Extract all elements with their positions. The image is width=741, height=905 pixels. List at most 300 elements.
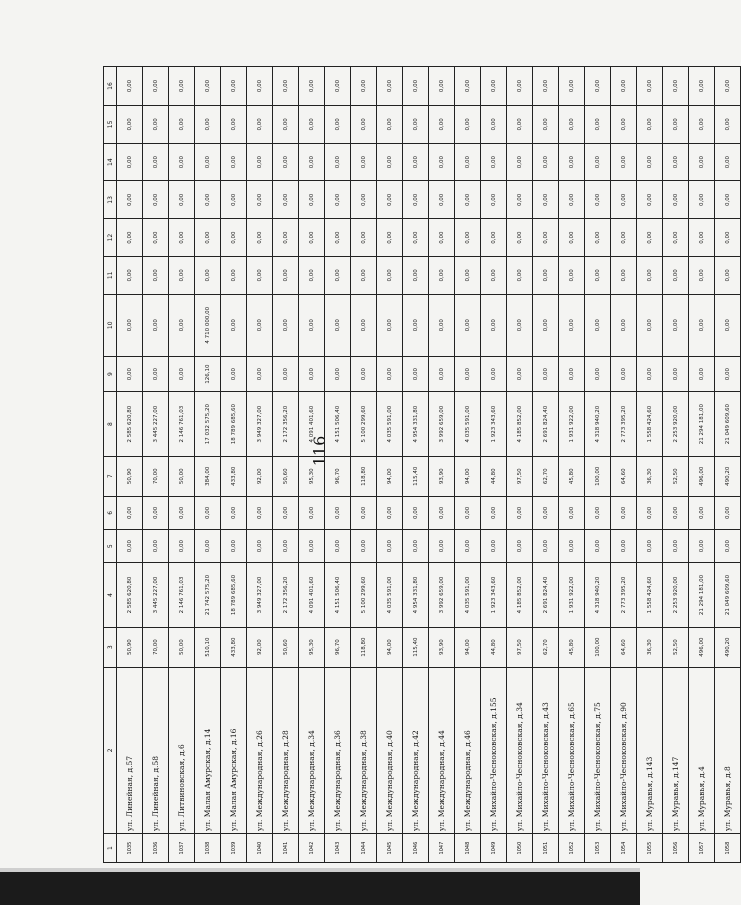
- value-cell: 0,00: [715, 219, 741, 257]
- value-cell: 97,50: [507, 456, 533, 496]
- value-cell: 0,00: [559, 143, 585, 181]
- value-cell: 0,00: [611, 181, 637, 219]
- value-cell: 0,00: [455, 294, 481, 356]
- value-cell: 0,00: [169, 106, 195, 144]
- value-cell: 0,00: [637, 294, 663, 356]
- value-cell: 0,00: [689, 496, 715, 529]
- value-cell: 0,00: [533, 219, 559, 257]
- value-cell: 1 558 424,60: [637, 563, 663, 627]
- value-cell: 4 151 506,40: [325, 563, 351, 627]
- value-cell: 95,30: [299, 456, 325, 496]
- table-row: [117, 67, 143, 863]
- value-cell: 0,00: [351, 219, 377, 257]
- value-cell: 4 035 591,00: [377, 563, 403, 627]
- value-cell: 0,00: [481, 106, 507, 144]
- value-cell: 0,00: [247, 106, 273, 144]
- value-cell: 0,00: [429, 530, 455, 563]
- value-cell: 0,00: [195, 496, 221, 529]
- row-number-cell: 1043: [325, 834, 351, 863]
- value-cell: 4 035 591,00: [377, 392, 403, 456]
- address-cell: ул. Международная, д.42: [403, 667, 429, 834]
- value-cell: 0,00: [273, 181, 299, 219]
- value-cell: 0,00: [715, 67, 741, 106]
- page-number: 116: [310, 435, 329, 467]
- row-number-cell: 1042: [299, 834, 325, 863]
- value-cell: 36,30: [637, 627, 663, 667]
- value-cell: 97,50: [507, 627, 533, 667]
- value-cell: 0,00: [481, 219, 507, 257]
- value-cell: 0,00: [533, 294, 559, 356]
- value-cell: 4 954 331,80: [403, 392, 429, 456]
- value-cell: 0,00: [429, 181, 455, 219]
- value-cell: 21 049 609,60: [715, 563, 741, 627]
- table-row: [611, 67, 637, 863]
- table-row: [429, 67, 455, 863]
- value-cell: 0,00: [247, 256, 273, 294]
- value-cell: 0,00: [195, 256, 221, 294]
- value-cell: 384,00: [195, 456, 221, 496]
- value-cell: 18 789 685,60: [221, 563, 247, 627]
- value-cell: 0,00: [377, 143, 403, 181]
- value-cell: 0,00: [481, 181, 507, 219]
- row-number-cell: 1055: [637, 834, 663, 863]
- value-cell: 0,00: [663, 256, 689, 294]
- value-cell: 0,00: [247, 294, 273, 356]
- value-cell: 0,00: [299, 219, 325, 257]
- value-cell: 0,00: [533, 530, 559, 563]
- value-cell: 0,00: [273, 530, 299, 563]
- address-cell: ул. Международная, д.26: [247, 667, 273, 834]
- value-cell: 0,00: [377, 530, 403, 563]
- value-cell: 0,00: [533, 143, 559, 181]
- value-cell: 0,00: [403, 219, 429, 257]
- value-cell: 0,00: [481, 530, 507, 563]
- value-cell: 0,00: [689, 67, 715, 106]
- value-cell: 0,00: [455, 219, 481, 257]
- value-cell: 0,00: [559, 356, 585, 392]
- value-cell: 1 931 922,00: [559, 392, 585, 456]
- value-cell: 21 742 575,20: [195, 563, 221, 627]
- address-cell: ул. Линейная, д.58: [143, 667, 169, 834]
- value-cell: 0,00: [403, 181, 429, 219]
- row-number-cell: 1038: [195, 834, 221, 863]
- value-cell: 433,80: [221, 627, 247, 667]
- value-cell: 0,00: [377, 67, 403, 106]
- value-cell: 0,00: [273, 496, 299, 529]
- row-number-cell: 1039: [221, 834, 247, 863]
- value-cell: 0,00: [559, 181, 585, 219]
- value-cell: 115,40: [403, 456, 429, 496]
- value-cell: 0,00: [143, 181, 169, 219]
- value-cell: 0,00: [585, 256, 611, 294]
- value-cell: 1 923 343,60: [481, 392, 507, 456]
- value-cell: 0,00: [325, 67, 351, 106]
- value-cell: 95,30: [299, 627, 325, 667]
- value-cell: 0,00: [143, 294, 169, 356]
- table-row: [715, 67, 741, 863]
- value-cell: 0,00: [689, 143, 715, 181]
- value-cell: 4 710 000,00: [195, 294, 221, 356]
- value-cell: 3 992 659,00: [429, 563, 455, 627]
- address-cell: ул. Михайло-Чесноковская, д.75: [585, 667, 611, 834]
- value-cell: 0,00: [247, 219, 273, 257]
- value-cell: 0,00: [715, 496, 741, 529]
- value-cell: 0,00: [715, 143, 741, 181]
- value-cell: 0,00: [117, 356, 143, 392]
- address-cell: ул. Муравья, д.143: [637, 667, 663, 834]
- value-cell: 0,00: [221, 67, 247, 106]
- value-cell: 21 049 609,60: [715, 392, 741, 456]
- row-number-cell: 1054: [611, 834, 637, 863]
- address-cell: ул. Михайло-Чесноковская, д.34: [507, 667, 533, 834]
- value-cell: 496,00: [689, 456, 715, 496]
- value-cell: 0,00: [169, 219, 195, 257]
- value-cell: 0,00: [455, 181, 481, 219]
- value-cell: 0,00: [429, 67, 455, 106]
- column-header: 9: [104, 356, 117, 392]
- value-cell: 0,00: [325, 530, 351, 563]
- row-number-cell: 1056: [663, 834, 689, 863]
- value-cell: 0,00: [507, 106, 533, 144]
- value-cell: 0,00: [715, 530, 741, 563]
- address-cell: ул. Муравья, д.8: [715, 667, 741, 834]
- value-cell: 45,80: [559, 627, 585, 667]
- value-cell: 2 691 824,40: [533, 392, 559, 456]
- value-cell: 0,00: [117, 106, 143, 144]
- value-cell: 1 558 424,60: [637, 392, 663, 456]
- row-number-cell: 1048: [455, 834, 481, 863]
- value-cell: 0,00: [507, 219, 533, 257]
- value-cell: 0,00: [585, 219, 611, 257]
- value-cell: 0,00: [507, 530, 533, 563]
- rotated-table-container: [103, 66, 732, 863]
- value-cell: 0,00: [143, 219, 169, 257]
- column-header: 14: [104, 143, 117, 181]
- value-cell: 0,00: [169, 356, 195, 392]
- value-cell: 118,80: [351, 456, 377, 496]
- value-cell: 50,00: [169, 627, 195, 667]
- value-cell: 0,00: [247, 143, 273, 181]
- value-cell: 4 151 506,40: [325, 392, 351, 456]
- value-cell: 0,00: [325, 219, 351, 257]
- value-cell: 0,00: [143, 143, 169, 181]
- value-cell: 0,00: [247, 496, 273, 529]
- value-cell: 0,00: [221, 496, 247, 529]
- value-cell: 62,70: [533, 627, 559, 667]
- value-cell: 2 773 395,20: [611, 392, 637, 456]
- value-cell: 490,20: [715, 627, 741, 667]
- column-header: 7: [104, 456, 117, 496]
- value-cell: 0,00: [455, 143, 481, 181]
- address-cell: ул. Муравья, д.147: [663, 667, 689, 834]
- table-body: [117, 67, 741, 863]
- row-number-cell: 1053: [585, 834, 611, 863]
- value-cell: 0,00: [117, 143, 143, 181]
- value-cell: 0,00: [351, 143, 377, 181]
- row-number-cell: 1036: [143, 834, 169, 863]
- value-cell: 94,00: [377, 456, 403, 496]
- value-cell: 0,00: [507, 294, 533, 356]
- value-cell: 2 146 761,03: [169, 392, 195, 456]
- value-cell: 50,60: [273, 627, 299, 667]
- value-cell: 0,00: [663, 530, 689, 563]
- column-header: 2: [104, 667, 117, 834]
- table-row: [169, 67, 195, 863]
- value-cell: 94,00: [377, 627, 403, 667]
- address-cell: ул. Михайло-Чесноковская, д.90: [611, 667, 637, 834]
- value-cell: 3 949 327,00: [247, 392, 273, 456]
- value-cell: 0,00: [637, 219, 663, 257]
- value-cell: 0,00: [689, 181, 715, 219]
- value-cell: 0,00: [325, 294, 351, 356]
- value-cell: 0,00: [507, 143, 533, 181]
- value-cell: 0,00: [221, 294, 247, 356]
- value-cell: 64,60: [611, 456, 637, 496]
- row-number-cell: 1041: [273, 834, 299, 863]
- value-cell: 4 954 331,80: [403, 563, 429, 627]
- value-cell: 0,00: [247, 181, 273, 219]
- value-cell: 0,00: [429, 106, 455, 144]
- value-cell: 0,00: [611, 294, 637, 356]
- value-cell: 2 253 920,00: [663, 563, 689, 627]
- value-cell: 0,00: [611, 67, 637, 106]
- value-cell: 496,00: [689, 627, 715, 667]
- value-cell: 0,00: [299, 181, 325, 219]
- row-number-cell: 1058: [715, 834, 741, 863]
- column-header: 11: [104, 256, 117, 294]
- value-cell: 3 992 659,00: [429, 392, 455, 456]
- value-cell: 490,20: [715, 456, 741, 496]
- value-cell: 0,00: [637, 530, 663, 563]
- value-cell: 0,00: [273, 143, 299, 181]
- value-cell: 0,00: [377, 256, 403, 294]
- value-cell: 0,00: [299, 67, 325, 106]
- value-cell: 0,00: [559, 67, 585, 106]
- value-cell: 0,00: [221, 219, 247, 257]
- value-cell: 0,00: [533, 67, 559, 106]
- value-cell: 0,00: [689, 256, 715, 294]
- value-cell: 2 172 356,20: [273, 563, 299, 627]
- value-cell: 0,00: [325, 143, 351, 181]
- value-cell: 0,00: [117, 181, 143, 219]
- value-cell: 0,00: [117, 67, 143, 106]
- value-cell: 0,00: [663, 143, 689, 181]
- value-cell: 0,00: [247, 356, 273, 392]
- value-cell: 0,00: [299, 106, 325, 144]
- column-header: 3: [104, 627, 117, 667]
- value-cell: 45,80: [559, 456, 585, 496]
- row-number-cell: 1051: [533, 834, 559, 863]
- value-cell: 94,00: [455, 456, 481, 496]
- value-cell: 0,00: [273, 67, 299, 106]
- value-cell: 0,00: [559, 106, 585, 144]
- value-cell: 0,00: [533, 106, 559, 144]
- value-cell: 0,00: [273, 356, 299, 392]
- value-cell: 0,00: [221, 256, 247, 294]
- row-number-cell: 1046: [403, 834, 429, 863]
- table-row: [585, 67, 611, 863]
- value-cell: 0,00: [117, 294, 143, 356]
- column-header: 6: [104, 496, 117, 529]
- value-cell: 0,00: [169, 67, 195, 106]
- address-cell: ул. Линейная, д.57: [117, 667, 143, 834]
- value-cell: 0,00: [533, 256, 559, 294]
- value-cell: 0,00: [247, 67, 273, 106]
- address-cell: ул. Михайло-Чесноковская, д.155: [481, 667, 507, 834]
- value-cell: 0,00: [533, 496, 559, 529]
- row-number-cell: 1035: [117, 834, 143, 863]
- value-cell: 0,00: [455, 530, 481, 563]
- value-cell: 0,00: [507, 356, 533, 392]
- value-cell: 0,00: [611, 106, 637, 144]
- value-cell: 0,00: [637, 256, 663, 294]
- value-cell: 1 931 922,00: [559, 563, 585, 627]
- table-row: [299, 67, 325, 863]
- value-cell: 62,70: [533, 456, 559, 496]
- value-cell: 0,00: [611, 219, 637, 257]
- table-row: [325, 67, 351, 863]
- value-cell: 0,00: [299, 256, 325, 294]
- value-cell: 21 294 181,00: [689, 563, 715, 627]
- value-cell: 0,00: [585, 143, 611, 181]
- row-number-cell: 1040: [247, 834, 273, 863]
- value-cell: 0,00: [403, 67, 429, 106]
- value-cell: 0,00: [611, 496, 637, 529]
- value-cell: 0,00: [611, 356, 637, 392]
- value-cell: 0,00: [169, 181, 195, 219]
- value-cell: 50,60: [273, 456, 299, 496]
- value-cell: 0,00: [585, 181, 611, 219]
- value-cell: 0,00: [117, 496, 143, 529]
- scan-edge-gap: [0, 868, 640, 872]
- value-cell: 0,00: [403, 496, 429, 529]
- value-cell: 0,00: [299, 530, 325, 563]
- value-cell: 0,00: [273, 106, 299, 144]
- value-cell: 96,70: [325, 456, 351, 496]
- value-cell: 0,00: [585, 294, 611, 356]
- address-cell: ул. Муравья, д.4: [689, 667, 715, 834]
- value-cell: 0,00: [689, 219, 715, 257]
- value-cell: 0,00: [299, 294, 325, 356]
- value-cell: 4 185 852,00: [507, 392, 533, 456]
- value-cell: 0,00: [351, 106, 377, 144]
- value-cell: 2 585 620,80: [117, 392, 143, 456]
- value-cell: 1 923 343,60: [481, 563, 507, 627]
- value-cell: 0,00: [351, 496, 377, 529]
- value-cell: 0,00: [559, 496, 585, 529]
- value-cell: 2 172 356,20: [273, 392, 299, 456]
- value-cell: 18 789 685,60: [221, 392, 247, 456]
- value-cell: 0,00: [481, 496, 507, 529]
- table-row: [403, 67, 429, 863]
- column-header: 13: [104, 181, 117, 219]
- value-cell: 0,00: [195, 530, 221, 563]
- table-row: [689, 67, 715, 863]
- column-header: 16: [104, 67, 117, 106]
- value-cell: 0,00: [715, 356, 741, 392]
- address-cell: ул. Литвиновская, д.6: [169, 667, 195, 834]
- value-cell: 0,00: [195, 67, 221, 106]
- value-cell: 0,00: [169, 143, 195, 181]
- value-cell: 0,00: [637, 356, 663, 392]
- value-cell: 0,00: [663, 294, 689, 356]
- value-cell: 0,00: [481, 356, 507, 392]
- value-cell: 0,00: [351, 294, 377, 356]
- value-cell: 0,00: [377, 356, 403, 392]
- value-cell: 0,00: [715, 256, 741, 294]
- value-cell: 0,00: [663, 219, 689, 257]
- value-cell: 0,00: [221, 356, 247, 392]
- table-row: [455, 67, 481, 863]
- value-cell: 510,10: [195, 627, 221, 667]
- value-cell: 0,00: [299, 496, 325, 529]
- address-cell: ул. Международная, д.28: [273, 667, 299, 834]
- value-cell: 0,00: [117, 256, 143, 294]
- table-row: [663, 67, 689, 863]
- value-cell: 0,00: [455, 256, 481, 294]
- value-cell: 17 032 575,20: [195, 392, 221, 456]
- value-cell: 0,00: [169, 496, 195, 529]
- value-cell: 0,00: [403, 143, 429, 181]
- value-cell: 0,00: [221, 106, 247, 144]
- value-cell: 0,00: [507, 496, 533, 529]
- value-cell: 0,00: [585, 67, 611, 106]
- value-cell: 0,00: [195, 106, 221, 144]
- value-cell: 0,00: [689, 106, 715, 144]
- column-header: 8: [104, 392, 117, 456]
- value-cell: 0,00: [663, 67, 689, 106]
- value-cell: 0,00: [481, 294, 507, 356]
- value-cell: 0,00: [377, 106, 403, 144]
- value-cell: 5 100 299,60: [351, 392, 377, 456]
- value-cell: 94,00: [455, 627, 481, 667]
- value-cell: 96,70: [325, 627, 351, 667]
- value-cell: 0,00: [351, 67, 377, 106]
- table-row: [273, 67, 299, 863]
- address-cell: ул. Международная, д.44: [429, 667, 455, 834]
- address-cell: ул. Международная, д.34: [299, 667, 325, 834]
- value-cell: 0,00: [429, 143, 455, 181]
- table-row: [377, 67, 403, 863]
- value-cell: 0,00: [585, 496, 611, 529]
- value-cell: 0,00: [195, 143, 221, 181]
- row-number-cell: 1057: [689, 834, 715, 863]
- value-cell: 64,60: [611, 627, 637, 667]
- value-cell: 433,80: [221, 456, 247, 496]
- value-cell: 0,00: [559, 219, 585, 257]
- value-cell: 4 318 940,20: [585, 392, 611, 456]
- value-cell: 0,00: [455, 496, 481, 529]
- address-cell: ул. Малая Амурская, д.16: [221, 667, 247, 834]
- column-header: 1: [104, 834, 117, 863]
- value-cell: 0,00: [715, 106, 741, 144]
- value-cell: 0,00: [351, 356, 377, 392]
- value-cell: 2 773 395,20: [611, 563, 637, 627]
- value-cell: 0,00: [221, 143, 247, 181]
- value-cell: 0,00: [455, 67, 481, 106]
- value-cell: 52,50: [663, 456, 689, 496]
- table-row: [481, 67, 507, 863]
- value-cell: 0,00: [533, 181, 559, 219]
- value-cell: 0,00: [429, 496, 455, 529]
- value-cell: 0,00: [325, 181, 351, 219]
- value-cell: 0,00: [377, 219, 403, 257]
- value-cell: 4 091 401,60: [299, 392, 325, 456]
- value-cell: 2 146 761,03: [169, 563, 195, 627]
- value-cell: 0,00: [117, 530, 143, 563]
- value-cell: 0,00: [663, 106, 689, 144]
- value-cell: 93,90: [429, 627, 455, 667]
